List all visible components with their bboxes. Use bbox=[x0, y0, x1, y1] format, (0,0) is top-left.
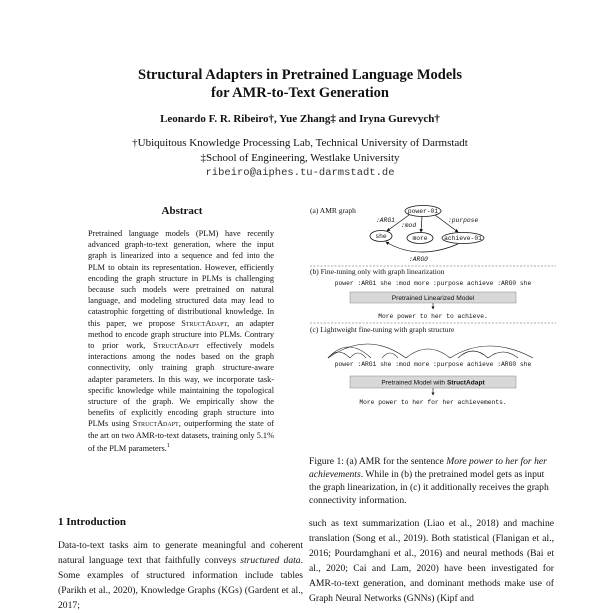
title-line-1: Structural Adapters in Pretrained Language Models bbox=[138, 67, 462, 83]
output-sentence-c: More power to her for her achievements. bbox=[359, 399, 507, 406]
footnote-mark: 1 bbox=[166, 442, 170, 449]
right-column-text: such as text summarization (Liao et al., 2018) and machine translation (Song et al., 2019). Both statistical (Flanigan et al., 2016; Pourdamghani et al., 2016) and neural methods (Bai et al., 2020; Cai and Lam, 2020) have been investigated for AMR-to-text generation, and dominant methods make use of Graph Neural Networks (GNNs) (Kipf and bbox=[309, 518, 554, 604]
amr-edge-label: :purpose bbox=[448, 217, 479, 224]
output-sentence-b: More power to her to achieve. bbox=[378, 313, 488, 320]
linearized-input: power :ARG1 she :mod more :purpose achieve :ARG0 she bbox=[334, 361, 532, 368]
introduction-text: Data-to-text tasks aim to generate meaningful and coherent natural language text that faithfully conveys structured data. Some examples of structured information include tables (Parikh et al., 2020), Knowledge Graphs (KGs) (Gardent et al., 2017; bbox=[58, 540, 303, 611]
connectivity-arc bbox=[350, 353, 366, 358]
figure-1 bbox=[308, 203, 558, 453]
panel-a-label: (a) AMR graph bbox=[310, 206, 356, 215]
amr-edge-label: :ARG1 bbox=[376, 217, 395, 224]
graph-connectivity-arcs bbox=[328, 344, 533, 358]
affiliation-1: †Ubiquitous Knowledge Processing Lab, Technical University of Darmstadt bbox=[132, 137, 468, 149]
affiliation-2: ‡School of Engineering, Westlake University bbox=[200, 152, 400, 164]
panel-b-label: (b) Fine-tuning only with graph linearization bbox=[310, 267, 445, 276]
paper-title bbox=[0, 66, 600, 102]
method-name: StructAdapt bbox=[153, 341, 200, 351]
amr-edge-mod bbox=[421, 217, 422, 233]
panel-c-label: (c) Lightweight fine-tuning with graph structure bbox=[310, 325, 455, 334]
connectivity-arc bbox=[488, 352, 518, 358]
amr-node-label: power-01 bbox=[407, 208, 439, 216]
section-heading-introduction: 1 Introduction bbox=[58, 516, 126, 528]
author-email[interactable]: ribeiro@aiphes.tu-darmstadt.de bbox=[205, 167, 395, 179]
amr-edge-label: :ARG0 bbox=[409, 256, 428, 263]
model-label: Pretrained Model with StructAdapt bbox=[381, 379, 485, 387]
amr-node-label: achieve-01 bbox=[444, 235, 482, 243]
amr-edge-label: :mod bbox=[401, 222, 417, 229]
connectivity-arc bbox=[328, 344, 406, 358]
connectivity-arc bbox=[382, 353, 398, 358]
connectivity-arc bbox=[458, 351, 488, 358]
figure-caption: Figure 1: (a) AMR for the sentence More power to her for her achievements. While in (b) the pretrained model gets as input the graph linearization, in (c) it additionally receives the graph connectivity information. bbox=[309, 456, 549, 506]
method-name: StructAdapt bbox=[132, 419, 179, 429]
linearized-input: power :ARG1 she :mod more :purpose achieve :ARG0 she bbox=[334, 280, 532, 287]
abstract-heading: Abstract bbox=[161, 205, 203, 217]
title-line-2: for AMR-to-Text Generation bbox=[211, 85, 389, 101]
model-label: Pretrained Linearized Model bbox=[391, 295, 475, 302]
author-list: Leonardo F. R. Ribeiro†, Yue Zhang‡ and Iryna Gurevych† bbox=[160, 113, 440, 125]
connectivity-arc bbox=[450, 346, 533, 358]
abstract-text: Pretrained language models (PLM) have recently advanced graph-to-text generation, where the input graph is linearized into a sequence and fed into the PLM to obtain its representation. However, efficiently encoding the graph structure in PLMs is challenging because such models were pretrained on natural language, and modeling structured data may lead to catastrophic forgetting of distributional knowledge. In this paper, we propose StructAdapt, an adapter method to encode graph structure into PLMs. Contrary to prior work, StructAdapt effectively models interactions among the nodes based on the graph connectivity, only training graph structure-aware adapter parameters. In this way, we incorporate task-specific knowledge while maintaining the topological structure of the graph. We empirically show the benefits of explicitly encoding graph structure into PLMs using StructAdapt, outperforming the state of the art on two AMR-to-text datasets, training only 5.1% of the PLM parameters.$^1$ bbox=[88, 229, 274, 453]
amr-node-label: more bbox=[412, 235, 428, 243]
amr-node-label: she bbox=[375, 233, 387, 241]
connectivity-arc bbox=[406, 349, 450, 358]
method-name: StructAdapt bbox=[181, 318, 228, 328]
